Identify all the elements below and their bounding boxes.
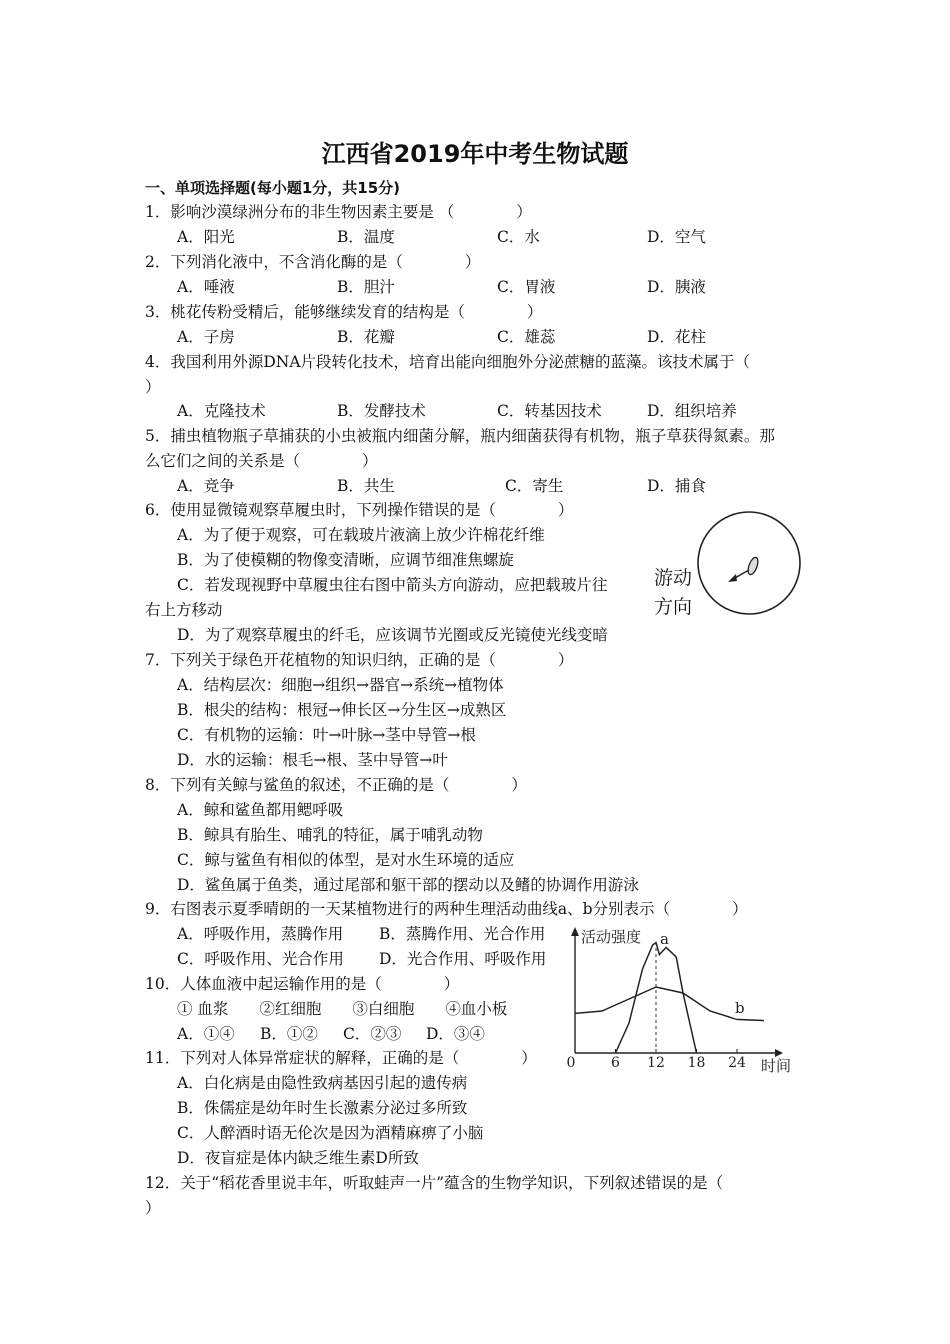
q11-option-d: D．夜盲症是体内缺乏维生素D所致 bbox=[177, 1149, 419, 1167]
page-title: 江西省2019年中考生物试题 bbox=[321, 140, 629, 168]
q9-option-c: C．呼吸作用、光合作用 bbox=[177, 950, 344, 968]
q9-stem: 9．右图表示夏季晴朗的一天某植物进行的两种生理活动曲线a、b分别表示（ ） bbox=[145, 900, 748, 918]
field-of-view-circle bbox=[698, 512, 800, 614]
q2-option-b: B．胆汁 bbox=[337, 278, 395, 296]
q4-option-d: D．组织培养 bbox=[647, 402, 737, 420]
x-tick-label: 0 bbox=[566, 1055, 576, 1071]
q2-option-c: C．胃液 bbox=[497, 278, 556, 296]
y-axis-label: 活动强度 bbox=[581, 928, 642, 946]
arrow-head-icon bbox=[728, 574, 737, 582]
q6-option-c-cont: 右上方移动 bbox=[145, 601, 223, 619]
q12-stem: 12．关于“稻花香里说丰年，听取蛙声一片”蕴含的生物学知识，下列叙述错误的是（ bbox=[145, 1174, 724, 1192]
q2-stem: 2．下列消化液中，不含消化酶的是（ ） bbox=[145, 253, 481, 271]
q4-option-b: B．发酵技术 bbox=[337, 402, 426, 420]
activity-chart bbox=[555, 918, 800, 1080]
q7-stem: 7．下列关于绿色开花植物的知识归纳，正确的是（ ） bbox=[145, 651, 574, 669]
q8-stem: 8．下列有关鲸与鲨鱼的叙述，不正确的是（ ） bbox=[145, 776, 527, 794]
x-tick-label: 18 bbox=[687, 1055, 706, 1071]
paramecium-shape bbox=[746, 556, 760, 576]
q6-option-a: A．为了便于观察，可在载玻片液滴上放少许棉花纤维 bbox=[177, 526, 545, 544]
q6-option-c: C．若发现视野中草履虫往右图中箭头方向游动，应把载玻片往 bbox=[177, 576, 608, 594]
q7-option-c: C．有机物的运输：叶→叶脉→茎中导管→根 bbox=[177, 726, 476, 744]
q10-items: ① 血浆 ②红细胞 ③白细胞 ④血小板 bbox=[177, 1000, 508, 1018]
q1-option-b: B．温度 bbox=[337, 228, 395, 246]
q10-stem: 10．人体血液中起运输作用的是（ ） bbox=[145, 975, 460, 993]
x-axis-label: 时间 bbox=[761, 1057, 792, 1075]
q7-option-b: B．根尖的结构：根冠→伸长区→分生区→成熟区 bbox=[177, 701, 507, 719]
q4-option-a: A．克隆技术 bbox=[177, 402, 266, 420]
q1-option-a: A．阳光 bbox=[177, 228, 235, 246]
q9-option-d: D．光合作用、呼吸作用 bbox=[379, 950, 547, 968]
q10-option-c: C．②③ bbox=[343, 1025, 402, 1043]
x-tick-label: 12 bbox=[647, 1055, 665, 1071]
swim-direction-label-1: 游动 bbox=[654, 567, 693, 589]
q8-option-a: A．鲸和鲨鱼都用鳃呼吸 bbox=[177, 801, 344, 819]
q1-option-d: D．空气 bbox=[647, 228, 706, 246]
q3-stem: 3．桃花传粉受精后，能够继续发育的结构是（ ） bbox=[145, 303, 543, 321]
q5-option-d: D．捕食 bbox=[647, 477, 706, 495]
section-heading: 一、单项选择题(每小题1分，共15分) bbox=[145, 179, 401, 197]
series-label-a: a bbox=[660, 930, 670, 949]
q5-stem-cont: 么它们之间的关系是（ ） bbox=[145, 452, 378, 470]
q11-option-b: B．侏儒症是幼年时生长激素分泌过多所致 bbox=[177, 1099, 468, 1117]
q4-option-c: C．转基因技术 bbox=[497, 402, 602, 420]
q11-option-c: C．人醉酒时语无伦次是因为酒精麻痹了小脑 bbox=[177, 1124, 484, 1142]
q5-option-c: C．寄生 bbox=[505, 477, 564, 495]
q10-option-a: A．①④ bbox=[177, 1025, 235, 1043]
q3-option-c: C．雄蕊 bbox=[497, 328, 556, 346]
q5-option-a: A．竞争 bbox=[177, 477, 235, 495]
q3-option-a: A．子房 bbox=[177, 328, 235, 346]
q9-option-b: B．蒸腾作用、光合作用 bbox=[379, 925, 546, 943]
q3-option-b: B．花瓣 bbox=[337, 328, 395, 346]
q1-stem: 1．影响沙漠绿洲分布的非生物因素主要是 （ ） bbox=[145, 203, 532, 221]
q2-option-d: D．胰液 bbox=[647, 278, 706, 296]
y-axis-arrow-icon bbox=[571, 927, 579, 936]
q2-option-a: A．唾液 bbox=[177, 278, 235, 296]
q8-option-b: B．鲸具有胎生、哺乳的特征，属于哺乳动物 bbox=[177, 826, 483, 844]
q7-option-d: D．水的运输：根毛→根、茎中导管→叶 bbox=[177, 751, 448, 769]
q12-stem-cont: ） bbox=[145, 1199, 161, 1217]
q6-option-b: B．为了使模糊的物像变清晰，应调节细准焦螺旋 bbox=[177, 551, 514, 569]
q11-option-a: A．白化病是由隐性致病基因引起的遗传病 bbox=[177, 1074, 468, 1092]
q4-stem-cont: ） bbox=[145, 378, 161, 396]
x-tick-label: 24 bbox=[728, 1055, 746, 1071]
q6-stem: 6．使用显微镜观察草履虫时，下列操作错误的是（ ） bbox=[145, 501, 574, 519]
q5-option-b: B．共生 bbox=[337, 477, 395, 495]
q11-stem: 11．下列对人体异常症状的解释，正确的是（ ） bbox=[145, 1049, 537, 1067]
q5-stem: 5．捕虫植物瓶子草捕获的小虫被瓶内细菌分解，瓶内细菌获得有机物，瓶子草获得氮素。那 bbox=[145, 427, 775, 445]
q3-option-d: D．花柱 bbox=[647, 328, 706, 346]
q9-option-a: A．呼吸作用，蒸腾作用 bbox=[177, 925, 344, 943]
series-label-b: b bbox=[734, 999, 745, 1017]
q7-option-a: A．结构层次：细胞→组织→器官→系统→植物体 bbox=[177, 676, 504, 694]
q10-option-b: B．①② bbox=[260, 1025, 318, 1043]
x-axis-arrow-icon bbox=[775, 1049, 783, 1057]
q10-option-d: D．③④ bbox=[426, 1025, 485, 1043]
q1-option-c: C．水 bbox=[497, 228, 540, 246]
q8-option-d: D．鲨鱼属于鱼类，通过尾部和躯干部的摆动以及鳍的协调作用游泳 bbox=[177, 876, 639, 894]
q8-option-c: C．鲸与鲨鱼有相似的体型，是对水生环境的适应 bbox=[177, 851, 515, 869]
x-tick-label: 6 bbox=[611, 1055, 620, 1071]
q6-option-d: D．为了观察草履虫的纤毛，应该调节光圈或反光镜使光线变暗 bbox=[177, 626, 608, 644]
swim-direction-label-2: 方向 bbox=[654, 596, 693, 618]
q4-stem: 4．我国利用外源DNA片段转化技术，培育出能向细胞外分泌蔗糖的蓝藻。该技术属于（ bbox=[145, 353, 751, 371]
